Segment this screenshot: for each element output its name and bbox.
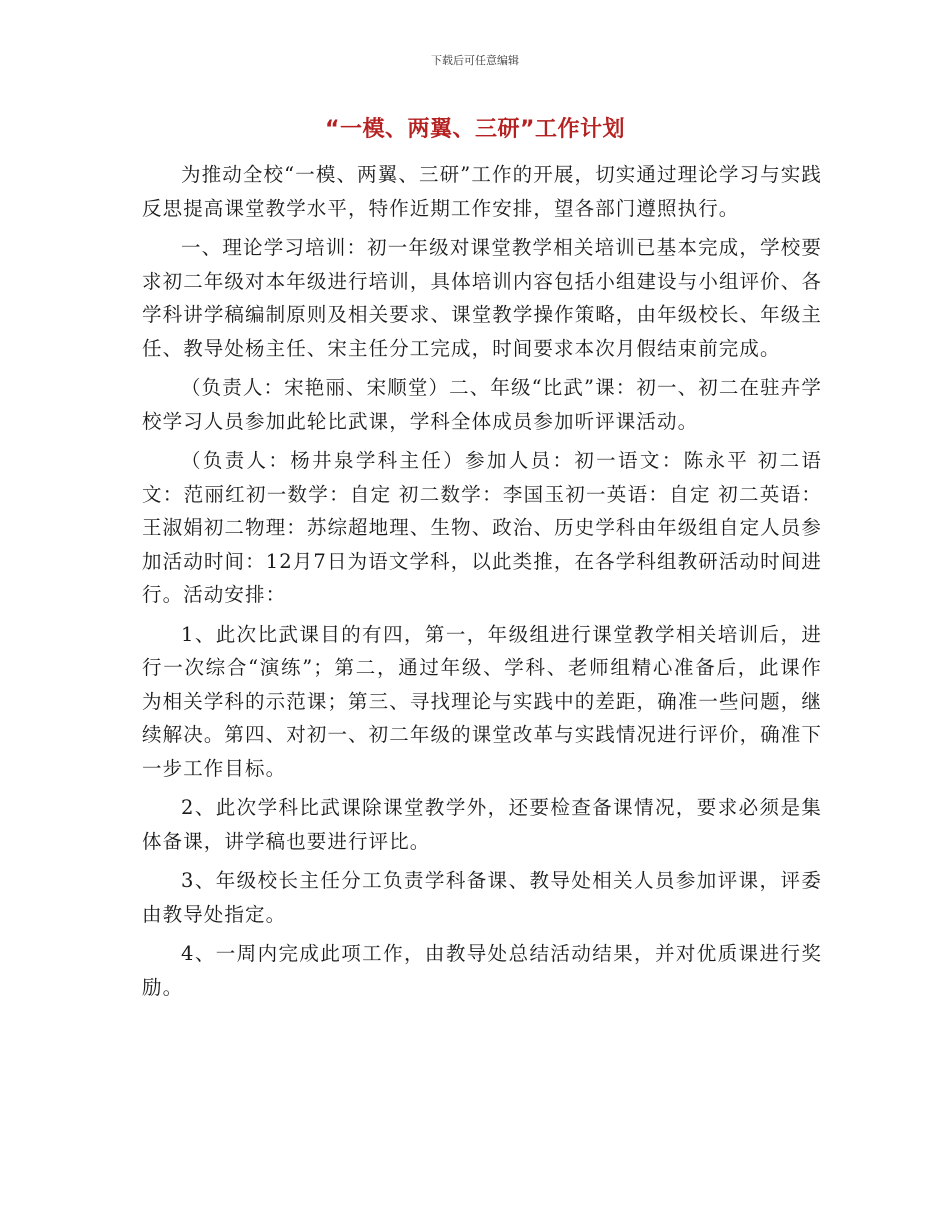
paragraph-item-2: 2、此次学科比武课除课堂教学外，还要检查备课情况，要求必须是集体备课，讲学稿也要进行评比。 <box>142 796 822 853</box>
paragraph-item-3: 3、年级校长主任分工负责学科备课、教导处相关人员参加评课，评委由教导处指定。 <box>142 869 822 926</box>
paragraph-participants: （负责人：杨井泉学科主任）参加人员：初一语文：陈永平 初二语文：范丽红初一数学：自定 初二数学：李国玉初一英语：自定 初二英语：王淑娟初二物理：苏综超地理、生物、政治、历史学科由年级组自定人员参加活动时间：12月7日为语文学科，以此类推，在各学科组教研活动时间进行。活动安排： <box>142 449 822 606</box>
paragraph-theory-training: 一、理论学习培训：初一年级对课堂教学相关培训已基本完成，学校要求初二年级对本年级进行培训，具体培训内容包括小组建设与小组评价、各学科讲学稿编制原则及相关要求、课堂教学操作策略，由年级校长、年级主任、教导处杨主任、宋主任分工完成，时间要求本次月假结束前完成。 <box>142 236 822 360</box>
document-body <box>142 158 822 1010</box>
document-title: “一模、两翼、三研”工作计划 <box>325 117 625 142</box>
header-note: 下载后可任意编辑 <box>431 54 519 67</box>
paragraph-item-1: 1、此次比武课目的有四，第一，年级组进行课堂教学相关培训后，进行一次综合“演练”；第二，通过年级、学科、老师组精心准备后，此课作为相关学科的示范课；第三、寻找理论与实践中的差距，确准一些问题，继续解决。第四、对初一、初二年级的课堂改革与实践情况进行评价，确准下一步工作目标。 <box>142 622 822 780</box>
paragraph-competition-class: （负责人：宋艳丽、宋顺堂）二、年级“比武”课：初一、初二在驻卉学校学习人员参加此轮比武课，学科全体成员参加听评课活动。 <box>142 376 822 433</box>
paragraph-item-4: 4、一周内完成此项工作，由教导处总结活动结果，并对优质课进行奖励。 <box>142 942 822 999</box>
paragraph-intro: 为推动全校“一模、两翼、三研”工作的开展，切实通过理论学习与实践反思提高课堂教学水平，特作近期工作安排，望各部门遵照执行。 <box>142 163 822 220</box>
